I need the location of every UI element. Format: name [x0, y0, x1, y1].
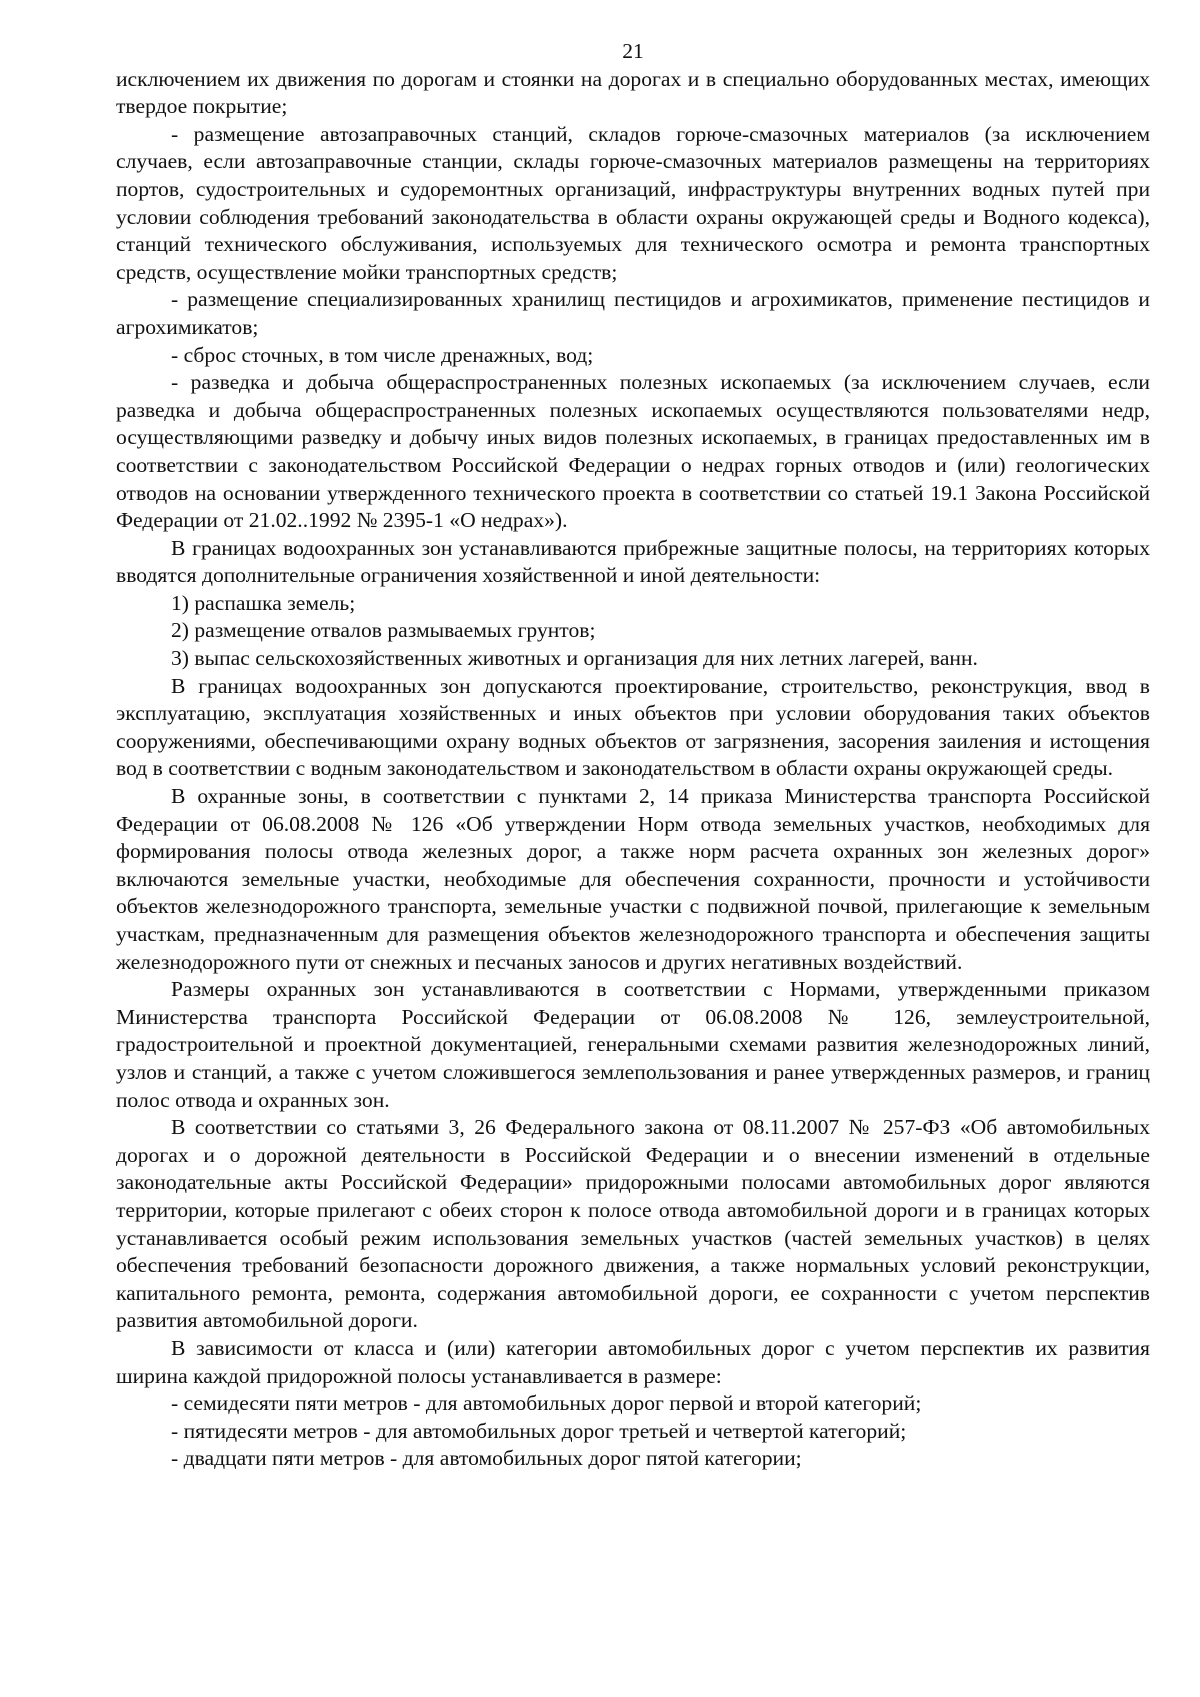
- paragraph: - размещение специализированных хранилищ пестицидов и агрохимикатов, применение пестицидов и агрохимикатов;: [116, 287, 1150, 339]
- paragraph: В границах водоохранных зон устанавливаются прибрежные защитные полосы, на территориях которых вводятся дополнительные ограничения хозяйственной и иной деятельности:: [116, 535, 1150, 588]
- paragraph: В границах водоохранных зон допускаются проектирование, строительство, реконструкция, ввод в эксплуатацию, эксплуатация хозяйственных и иных объектов при условии оборудования таких объектов сооружениями, обеспечивающими охрану водных объектов от загрязнения, засорения заиления и истощения вод в соответствии с водным законодательством и законодательством в области охраны окружающей среды.: [116, 673, 1150, 781]
- paragraph: В охранные зоны, в соответствии с пунктами 2, 14 приказа Министерства транспорта Российской Федерации от 06.08.2008 № 126 «Об утверждении Норм отвода земельных участков, необходимых для формирования полосы отвода железных дорог, а также норм расчета охранных зон железных дорог» включаются земельные участки, необходимые для обеспечения сохранности, прочности и устойчивости объектов железнодорожного транспорта, земельные участки с подвижной почвой, прилегающие к земельным участкам, предназначенным для размещения объектов железнодорожного транспорта и обеспечения защиты железнодорожного пути от снежных и песчаных заносов и других негативных воздействий.: [116, 784, 1150, 974]
- paragraph: - пятидесяти метров - для автомобильных дорог третьей и четвертой категорий;: [171, 1418, 907, 1443]
- paragraph: - размещение автозаправочных станций, складов горюче-смазочных материалов (за исключением случаев, если автозаправочные станции, склады горюче-смазочных материалов размещены на территориях портов, судостроительных и судоремонтных организаций, инфраструктуры внутренних водных путей при условии соблюдения требований законодательства в области охраны окружающей среды и Водного кодекса), станций технического обслуживания, используемых для технического осмотра и ремонта транспортных средств, осуществление мойки транспортных средств;: [116, 121, 1150, 284]
- document-page: [116, 38, 1150, 1473]
- paragraph: Размеры охранных зон устанавливаются в соответствии с Нормами, утвержденными приказом Министерства транспорта Российской Федерации от 06.08.2008 № 126, землеустроительной, градостроительной и проектной документацией, генеральными схемами развития железнодорожных линий, узлов и станций, а также с учетом сложившегося землепользования и ранее утвержденных размеров, и границ полос отвода и охранных зон.: [116, 977, 1150, 1112]
- paragraph: - семидесяти пяти метров - для автомобильных дорог первой и второй категорий;: [171, 1391, 922, 1416]
- paragraph: 1) распашка земель;: [171, 590, 356, 615]
- paragraph: 3) выпас сельскохозяйственных животных и организация для них летних лагерей, ванн.: [171, 646, 978, 671]
- page-number: 21: [622, 39, 644, 63]
- paragraph: - двадцати пяти метров - для автомобильных дорог пятой категории;: [171, 1446, 802, 1471]
- paragraph: В соответствии со статьями 3, 26 Федерального закона от 08.11.2007 № 257-ФЗ «Об автомобильных дорогах и о дорожной деятельности в Российской Федерации и о внесении изменений в отдельные законодательные акты Российской Федерации» придорожными полосами автомобильных дорог являются территории, которые прилегают с обеих сторон к полосе отвода автомобильной дороги и в границах которых устанавливается особый режим использования земельных участков (частей земельных участков) в целях обеспечения требований безопасности дорожного движения, а также нормальных условий реконструкции, капитального ремонта, ремонта, содержания автомобильной дороги, ее сохранности с учетом перспектив развития автомобильной дороги.: [116, 1115, 1150, 1333]
- paragraph: В зависимости от класса и (или) категории автомобильных дорог с учетом перспектив их развития ширина каждой придорожной полосы устанавливается в размере:: [116, 1335, 1150, 1388]
- paragraph: - разведка и добыча общераспространенных полезных ископаемых (за исключением случаев, если разведка и добыча общераспространенных полезных ископаемых осуществляются пользователями недр, осуществляющими разведку и добычу иных видов полезных ископаемых, в границах предоставленных им в соответствии с законодательством Российской Федерации о недрах горных отводов и (или) геологических отводов на основании утвержденного технического проекта в соответствии со статьей 19.1 Закона Российской Федерации от 21.02..1992 № 2395-1 «О недрах»).: [116, 370, 1150, 533]
- paragraph: 2) размещение отвалов размываемых грунтов;: [171, 618, 596, 643]
- paragraph: - сброс сточных, в том числе дренажных, вод;: [171, 342, 594, 367]
- paragraph: исключением их движения по дорогам и стоянки на дорогах и в специально оборудованных местах, имеющих твердое покрытие;: [116, 66, 1150, 119]
